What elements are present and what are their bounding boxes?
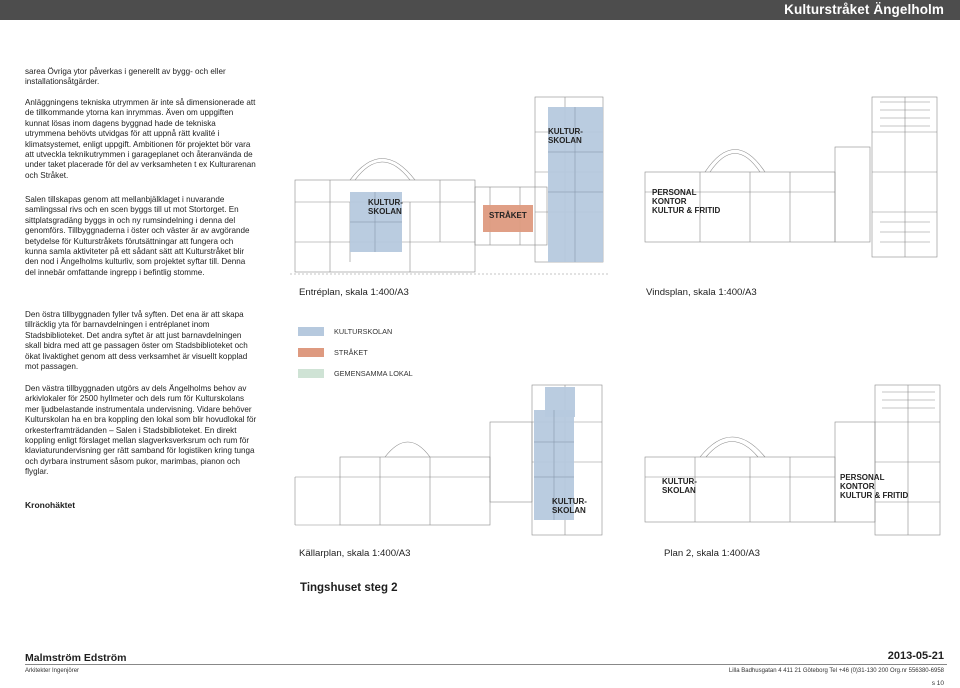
kallarplan-drawing <box>290 382 610 542</box>
footer-brand: Malmström Edström <box>25 652 127 664</box>
kallarplan-caption: Källarplan, skala 1:400/A3 <box>299 548 411 559</box>
legend-swatch <box>298 327 324 336</box>
paragraph-2: Anläggningens tekniska utrymmen är inte så dimensionerade att de tillkommande ytorna kan inrymmas. Även om uppgiften kunnat lösas inom dagens byggnad hade de tekniska utrymmena behövts utvidgas för att uppnå rätt kvalité i klimatsystemet, enligt uppgift. Ambitionen för projektet bör vara att utveckla teknikutrymmen i garageplanet och återanvända de under taket placerade för del av verksamheten t ex Kulturarenan och Stråket. <box>25 98 256 180</box>
legend-label: KULTURSKOLAN <box>334 327 393 336</box>
entreplan-straket-label: STRÅKET <box>489 211 527 220</box>
plan2-caption: Plan 2, skala 1:400/A3 <box>664 548 761 559</box>
kronohaktet-heading: Kronohäktet <box>25 500 76 510</box>
footer-subtitle: Arkitekter Ingenjörer <box>25 668 80 674</box>
paragraph-3: Salen tillskapas genom att mellanbjälklaget i nuvarande samlingssal rivs och en scen byggs till ut mot Stortorget. En sittplatsgradäng byggs in och ny rumsindelning i denna del genomförs. Tillbyggnaderna i öster och väster är av avgörande betydelse för Kulturstråkets förutsättningar att fungera och kunna samla aktiviteter på ett sådant sätt att Kulturstråket blir den nod i Ängelholms kulturliv, som projektet syftar till. Denna del innebär omfattande ingrepp i befintlig stomme. <box>25 195 250 277</box>
entreplan-drawing <box>290 92 610 277</box>
vindsplan-personal-label: PERSONAL KONTOR KULTUR & FRITID <box>652 188 721 215</box>
entreplan-kulturskolan-label-a: KULTUR- SKOLAN <box>548 127 583 145</box>
vindsplan-drawing <box>640 92 945 267</box>
paragraph-1: sarea Övriga ytor påverkas i generellt av bygg- och eller installationsåtgärder. <box>25 67 226 87</box>
page-number: s 10 <box>931 680 944 687</box>
footer-address: Lilla Badhusgatan 4 411 21 Göteborg Tel +46 (0)31-130 200 Org.nr 556380-6958 <box>728 668 944 674</box>
legend-swatch <box>298 348 324 357</box>
footer-left <box>25 0 225 688</box>
legend-swatch <box>298 369 324 378</box>
footer-date: 2013-05-21 <box>887 650 944 662</box>
plan2-drawing <box>640 382 945 542</box>
legend-label: STRÅKET <box>334 348 368 357</box>
page-title: Kulturstråket Ängelholm <box>784 2 944 17</box>
legend-label: GEMENSAMMA LOKAL <box>334 369 413 378</box>
paragraph-5: Den västra tillbyggnaden utgörs av dels Ängelholms behov av arkivlokaler för 2500 hyllmeter och dels rum för Kulturskolans mer ljudbelastande instrumentala undervisning. Vidare behöver Kulturskolan ha en bra koppling den lokal som blir hovudlokal för orkesterframträdanden – Salen i Stadsbiblioteket. En direkt koppling enligt förslaget mellan slagverksverksrum och rum för klaviaturundervisning ger rätt samband för logistiken kring tunga och dyrbara instrument såsom pukor, marimbas, pianon och flyglar. <box>25 384 257 477</box>
plan2-personal-label: PERSONAL KONTOR KULTUR & FRITID <box>840 473 909 500</box>
plan2-kulturskolan-label: KULTUR- SKOLAN <box>662 477 697 495</box>
kallarplan-kulturskolan-label: KULTUR- SKOLAN <box>552 497 587 515</box>
entreplan-caption: Entréplan, skala 1:400/A3 <box>299 287 409 298</box>
vindsplan-caption: Vindsplan, skala 1:400/A3 <box>646 287 757 298</box>
section-subtitle: Tingshuset steg 2 <box>300 582 398 594</box>
entreplan-kulturskolan-label-b: KULTUR- SKOLAN <box>368 198 403 216</box>
paragraph-4: Den östra tillbyggnaden fyller två syften. Det ena är att skapa tillräcklig yta för barnavdelningen i entréplanet inom Stadsbiblioteket. Det andra syftet är att just barnavdelningen skall bidra med att ge passagen öster om Stadsbiblioteket och ökat livaktighet genom att dess verksamhet är visuellt kopplad mot passagen. <box>25 310 248 372</box>
